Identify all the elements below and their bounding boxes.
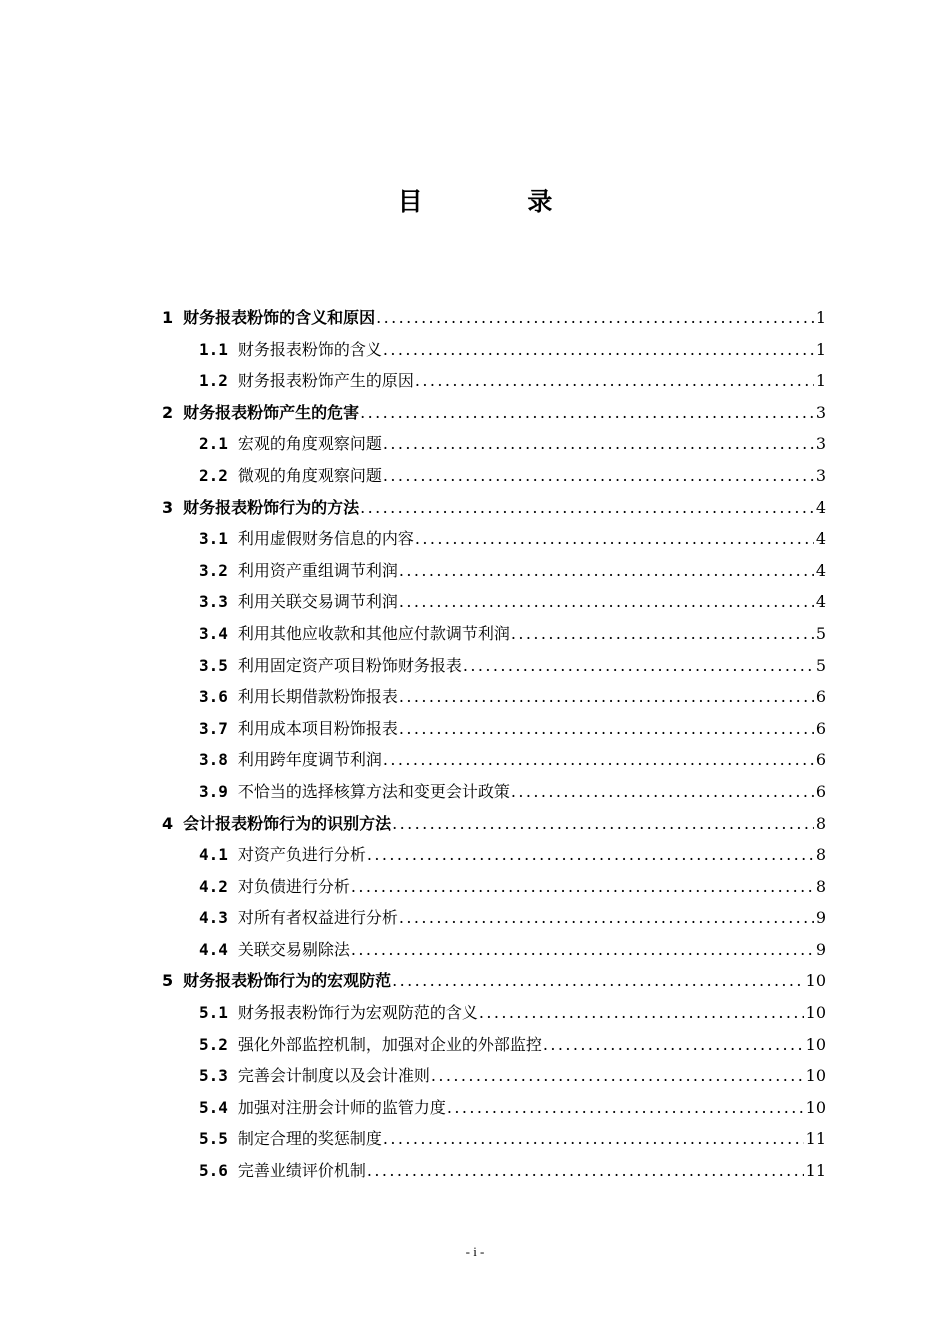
toc-entry-title: 强化外部监控机制，加强对企业的外部监控 xyxy=(237,1034,542,1054)
toc-chapter-entry[interactable] xyxy=(162,492,826,524)
toc-entry-number: 4.1 xyxy=(199,845,228,865)
toc-entry-page: 11 xyxy=(805,1129,826,1149)
toc-dot-leader xyxy=(479,997,804,1029)
toc-entry-number: 4.3 xyxy=(199,908,228,928)
toc-entry-number: 3.9 xyxy=(199,781,228,801)
toc-entry-title: 财务报表粉饰的含义和原因 xyxy=(183,308,376,327)
toc-section-entry[interactable] xyxy=(162,586,826,618)
toc-entry-number: 1.1 xyxy=(199,339,228,359)
toc-entry-page: 3 xyxy=(815,402,826,422)
toc-entry-number: 4.4 xyxy=(199,939,228,959)
toc-dot-leader xyxy=(383,1123,804,1155)
toc-section-entry[interactable] xyxy=(162,650,826,682)
toc-entry-title: 利用关联交易调节利润 xyxy=(237,592,398,612)
toc-section-entry[interactable] xyxy=(162,618,826,650)
toc-entry-title: 财务报表粉饰行为宏观防范的含义 xyxy=(237,1003,478,1023)
toc-entry-title: 对所有者权益进行分析 xyxy=(237,908,398,928)
toc-entry-number: 3.7 xyxy=(199,718,228,738)
toc-entry-title: 利用长期借款粉饰报表 xyxy=(237,687,398,707)
toc-entry-title: 对负债进行分析 xyxy=(237,876,350,896)
toc-dot-leader xyxy=(351,934,814,966)
toc-entry-title: 利用跨年度调节利润 xyxy=(237,750,382,770)
toc-entry-number: 2 xyxy=(162,402,174,422)
toc-entry-page: 6 xyxy=(815,718,826,738)
toc-entry-page: 5 xyxy=(815,655,826,675)
toc-section-entry[interactable] xyxy=(162,681,826,713)
toc-entry-page: 9 xyxy=(815,939,826,959)
toc-entry-page: 4 xyxy=(815,529,826,549)
toc-dot-leader xyxy=(360,492,814,524)
toc-entry-title: 关联交易剔除法 xyxy=(237,939,350,959)
toc-entry-page: 1 xyxy=(815,371,826,391)
toc-dot-leader xyxy=(383,460,814,492)
toc-entry-number: 3.2 xyxy=(199,560,228,580)
toc-dot-leader xyxy=(543,1029,804,1061)
toc-section-entry[interactable] xyxy=(162,839,826,871)
toc-dot-leader xyxy=(367,1155,804,1187)
toc-dot-leader xyxy=(360,397,814,429)
toc-entry-page: 8 xyxy=(815,876,826,896)
toc-dot-leader xyxy=(511,776,814,808)
toc-entry-page: 8 xyxy=(815,845,826,865)
toc-entry-title: 财务报表粉饰行为的方法 xyxy=(183,497,360,517)
toc-entry-title: 微观的角度观察问题 xyxy=(237,465,382,485)
toc-entry-page: 6 xyxy=(815,687,826,707)
toc-entry-page: 5 xyxy=(815,623,826,643)
toc-entry-page: 10 xyxy=(805,1097,826,1117)
toc-dot-leader xyxy=(415,365,814,397)
page-number-footer: - i - xyxy=(465,1244,485,1259)
toc-entry-title: 财务报表粉饰产生的危害 xyxy=(183,402,360,422)
toc-entry-title: 不恰当的选择核算方法和变更会计政策 xyxy=(237,781,510,801)
toc-entry-page: 6 xyxy=(815,781,826,801)
toc-dot-leader xyxy=(392,808,814,840)
toc-dot-leader xyxy=(399,902,814,934)
toc-section-entry[interactable] xyxy=(162,1123,826,1155)
toc-entry-number: 5.6 xyxy=(199,1161,228,1181)
toc-entry-page: 11 xyxy=(805,1161,826,1181)
toc-section-entry[interactable] xyxy=(162,871,826,903)
toc-section-entry[interactable] xyxy=(162,997,826,1029)
toc-entry-title: 利用成本项目粉饰报表 xyxy=(237,718,398,738)
toc-section-entry[interactable] xyxy=(162,365,826,397)
toc-entry-number: 5.4 xyxy=(199,1097,228,1117)
toc-entry-title: 利用资产重组调节利润 xyxy=(237,560,398,580)
toc-entry-page: 8 xyxy=(815,813,826,833)
toc-entry-title: 财务报表粉饰行为的宏观防范 xyxy=(183,971,392,991)
toc-entry-number: 1.2 xyxy=(199,371,228,391)
toc-section-entry[interactable] xyxy=(162,902,826,934)
toc-chapter-entry[interactable] xyxy=(162,302,826,334)
toc-entry-title: 制定合理的奖惩制度 xyxy=(237,1129,382,1149)
toc-entry-title: 利用虚假财务信息的内容 xyxy=(237,529,414,549)
toc-section-entry[interactable] xyxy=(162,1155,826,1187)
toc-entry-title: 利用固定资产项目粉饰财务报表 xyxy=(237,655,462,675)
toc-entry-title: 对资产负进行分析 xyxy=(237,845,366,865)
toc-entry-page: 3 xyxy=(815,434,826,454)
toc-entry-number: 4.2 xyxy=(199,876,228,896)
table-of-contents xyxy=(162,302,826,1187)
toc-entry-number: 5.3 xyxy=(199,1066,228,1086)
toc-chapter-entry[interactable] xyxy=(162,965,826,997)
toc-entry-title: 加强对注册会计师的监管力度 xyxy=(237,1097,446,1117)
toc-dot-leader xyxy=(399,681,814,713)
toc-entry-number: 3.8 xyxy=(199,750,228,770)
toc-section-entry[interactable] xyxy=(162,428,826,460)
toc-entry-number: 3.3 xyxy=(199,592,228,612)
toc-section-entry[interactable] xyxy=(162,744,826,776)
toc-dot-leader xyxy=(383,428,814,460)
toc-entry-page: 10 xyxy=(805,971,826,991)
toc-entry-number: 2.1 xyxy=(199,434,228,454)
toc-section-entry[interactable] xyxy=(162,334,826,366)
toc-entry-number: 3.1 xyxy=(199,529,228,549)
toc-entry-title: 财务报表粉饰产生的原因 xyxy=(237,371,414,391)
toc-entry-number: 4 xyxy=(162,813,174,833)
toc-section-entry[interactable] xyxy=(162,523,826,555)
toc-dot-leader xyxy=(383,334,814,366)
toc-entry-page: 6 xyxy=(815,750,826,770)
toc-entry-title: 利用其他应收款和其他应付款调节利润 xyxy=(237,623,510,643)
toc-entry-number: 3 xyxy=(162,497,174,517)
toc-entry-page: 4 xyxy=(815,592,826,612)
toc-entry-number: 3.6 xyxy=(199,687,228,707)
toc-dot-leader xyxy=(463,650,814,682)
toc-dot-leader xyxy=(351,871,814,903)
toc-dot-leader xyxy=(376,302,814,334)
toc-entry-page: 4 xyxy=(815,497,826,517)
toc-entry-number: 5.2 xyxy=(199,1034,228,1054)
toc-section-entry[interactable] xyxy=(162,1060,826,1092)
toc-dot-leader xyxy=(383,744,814,776)
toc-dot-leader xyxy=(447,1092,804,1124)
toc-entry-page: 10 xyxy=(805,1034,826,1054)
toc-entry-page: 1 xyxy=(815,308,826,327)
toc-section-entry[interactable] xyxy=(162,934,826,966)
toc-section-entry[interactable] xyxy=(162,460,826,492)
toc-entry-title: 完善业绩评价机制 xyxy=(237,1161,366,1181)
toc-dot-leader xyxy=(367,839,814,871)
toc-section-entry[interactable] xyxy=(162,555,826,587)
toc-entry-title: 会计报表粉饰行为的识别方法 xyxy=(183,813,392,833)
toc-entry-title: 宏观的角度观察问题 xyxy=(237,434,382,454)
toc-chapter-entry[interactable] xyxy=(162,808,826,840)
toc-entry-page: 4 xyxy=(815,560,826,580)
toc-entry-number: 2.2 xyxy=(199,465,228,485)
toc-section-entry[interactable] xyxy=(162,1029,826,1061)
toc-entry-number: 5 xyxy=(162,971,174,991)
toc-entry-title: 完善会计制度以及会计准则 xyxy=(237,1066,430,1086)
toc-dot-leader xyxy=(511,618,814,650)
toc-dot-leader xyxy=(431,1060,804,1092)
page-title: 目 录 xyxy=(397,187,601,216)
toc-dot-leader xyxy=(399,586,814,618)
toc-section-entry[interactable] xyxy=(162,776,826,808)
toc-dot-leader xyxy=(392,965,803,997)
toc-entry-number: 3.4 xyxy=(199,623,228,643)
toc-entry-page: 9 xyxy=(815,908,826,928)
toc-entry-page: 3 xyxy=(815,465,826,485)
toc-section-entry[interactable] xyxy=(162,713,826,745)
toc-section-entry[interactable] xyxy=(162,1092,826,1124)
toc-entry-page: 10 xyxy=(805,1003,826,1023)
toc-entry-number: 1 xyxy=(162,308,174,327)
toc-dot-leader xyxy=(415,523,814,555)
toc-dot-leader xyxy=(399,713,814,745)
toc-entry-page: 10 xyxy=(805,1066,826,1086)
toc-entry-number: 3.5 xyxy=(199,655,228,675)
toc-chapter-entry[interactable] xyxy=(162,397,826,429)
toc-dot-leader xyxy=(399,555,814,587)
toc-entry-number: 5.1 xyxy=(199,1003,228,1023)
toc-entry-title: 财务报表粉饰的含义 xyxy=(237,339,382,359)
toc-entry-number: 5.5 xyxy=(199,1129,228,1149)
toc-entry-page: 1 xyxy=(815,339,826,359)
